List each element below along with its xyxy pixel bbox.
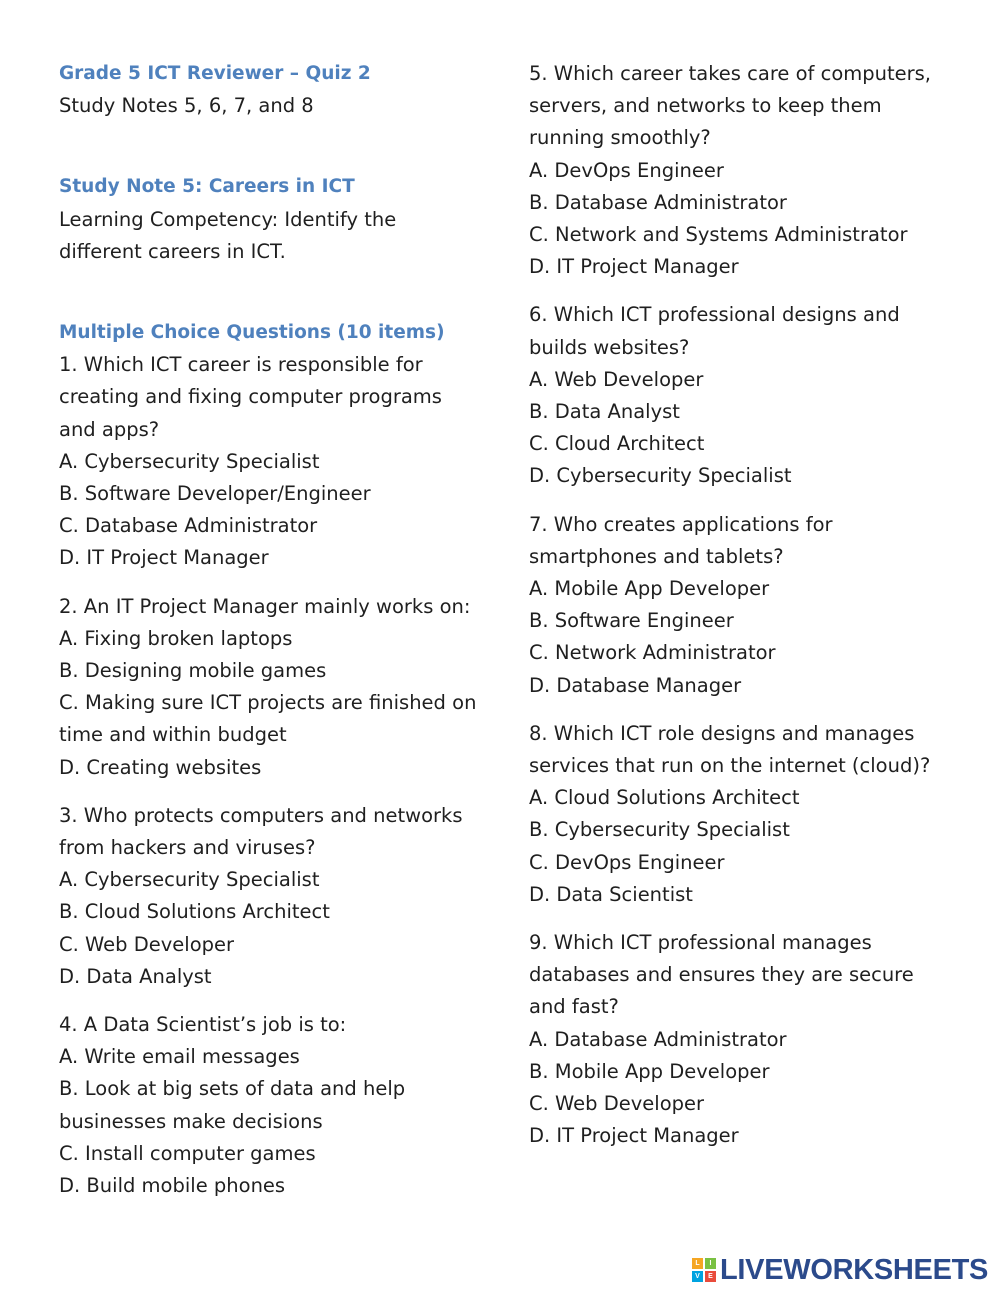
question-block bbox=[59, 591, 479, 784]
competency-line: Learning Competency: Identify the bbox=[59, 207, 397, 231]
question-text: 5. Which career takes care of computers, bbox=[529, 62, 932, 85]
logo-tile: E bbox=[705, 1271, 716, 1282]
question-line: B. Software Developer/Engineer bbox=[59, 482, 371, 506]
competency-line: different careers in ICT. bbox=[59, 239, 286, 263]
question-line: D. IT Project Manager bbox=[59, 546, 269, 570]
question-text: 2. An IT Project Manager mainly works on: bbox=[59, 594, 471, 618]
question-block bbox=[529, 58, 949, 283]
question-line: businesses make decisions bbox=[59, 1109, 323, 1133]
question-line: A. Cybersecurity Specialist bbox=[59, 449, 320, 473]
right-column bbox=[529, 58, 949, 1169]
question-text: 1. Which ICT career is responsible for bbox=[59, 353, 423, 377]
liveworksheets-logo bbox=[692, 1254, 988, 1286]
question-block bbox=[529, 509, 949, 702]
question-line: databases and ensures they are secure bbox=[529, 963, 914, 987]
question-line: A. DevOps Engineer bbox=[529, 158, 724, 182]
question-line: C. Network and Systems Administrator bbox=[529, 223, 908, 247]
question-line: B. Cloud Solutions Architect bbox=[59, 900, 330, 924]
question-block bbox=[529, 927, 949, 1152]
question-text: 8. Which ICT role designs and manages bbox=[529, 721, 915, 745]
question-line: D. Database Manager bbox=[529, 673, 742, 697]
question-line: C. Web Developer bbox=[59, 932, 235, 956]
logo-text: LIVEWORKSHEETS bbox=[720, 1253, 989, 1286]
question-line: C. Cloud Architect bbox=[529, 432, 705, 456]
question-line: B. Look at big sets of data and help bbox=[59, 1077, 406, 1101]
question-block bbox=[529, 299, 949, 492]
question-line: and fast? bbox=[529, 995, 619, 1019]
question-line: C. Install computer games bbox=[59, 1141, 316, 1165]
question-line: C. DevOps Engineer bbox=[529, 850, 725, 874]
question-line: A. Fixing broken laptops bbox=[59, 626, 293, 650]
question-line: A. Cybersecurity Specialist bbox=[59, 868, 320, 892]
question-line: from hackers and viruses? bbox=[59, 836, 316, 860]
mcq-title: Multiple Choice Questions (10 items) bbox=[59, 322, 445, 344]
question-line: B. Software Engineer bbox=[529, 609, 734, 633]
question-line: B. Mobile App Developer bbox=[529, 1059, 770, 1083]
question-line: smartphones and tablets? bbox=[529, 544, 784, 568]
question-line: services that run on the internet (cloud)? bbox=[529, 754, 931, 778]
question-line: A. Cloud Solutions Architect bbox=[529, 786, 800, 810]
question-line: D. Data Scientist bbox=[529, 882, 693, 906]
question-text: 4. A Data Scientist’s job is to: bbox=[59, 1013, 347, 1037]
question-line: A. Write email messages bbox=[59, 1045, 300, 1069]
logo-tiles-icon bbox=[692, 1258, 716, 1282]
question-line: D. Creating websites bbox=[59, 755, 262, 779]
question-line: time and within budget bbox=[59, 723, 287, 747]
question-line: C. Network Administrator bbox=[529, 641, 776, 665]
logo-tile: V bbox=[692, 1271, 703, 1282]
question-line: D. IT Project Manager bbox=[529, 1124, 739, 1148]
question-text: 9. Which ICT professional manages bbox=[529, 931, 872, 955]
question-line: D. IT Project Manager bbox=[529, 255, 739, 279]
question-line: C. Web Developer bbox=[529, 1092, 705, 1116]
question-line: and apps? bbox=[59, 417, 160, 441]
question-line: C. Database Administrator bbox=[59, 514, 318, 538]
question-line: creating and fixing computer programs bbox=[59, 385, 442, 409]
logo-tile: I bbox=[705, 1258, 716, 1269]
question-line: B. Cybersecurity Specialist bbox=[529, 818, 790, 842]
left-question-list bbox=[59, 349, 479, 1202]
question-line: A. Web Developer bbox=[529, 367, 704, 391]
question-line: A. Database Administrator bbox=[529, 1027, 787, 1051]
page-subtitle: Study Notes 5, 6, 7, and 8 bbox=[59, 94, 314, 118]
logo-tile: L bbox=[692, 1258, 703, 1269]
question-line: D. Build mobile phones bbox=[59, 1174, 286, 1198]
question-block bbox=[59, 1009, 479, 1202]
question-text: 3. Who protects computers and networks bbox=[59, 803, 463, 827]
page-title: Grade 5 ICT Reviewer – Quiz 2 bbox=[59, 63, 371, 84]
question-block bbox=[529, 718, 949, 911]
question-block bbox=[59, 349, 479, 574]
question-line: C. Making sure ICT projects are finished on bbox=[59, 691, 477, 715]
question-line: D. Cybersecurity Specialist bbox=[529, 464, 792, 488]
study-note-title: Study Note 5: Careers in ICT bbox=[59, 176, 355, 198]
question-line: B. Designing mobile games bbox=[59, 659, 327, 683]
question-text: 7. Who creates applications for bbox=[529, 512, 833, 536]
question-text: 6. Which ICT professional designs and bbox=[529, 303, 900, 327]
question-line: servers, and networks to keep them bbox=[529, 94, 882, 118]
question-line: D. Data Analyst bbox=[59, 964, 212, 988]
left-column bbox=[59, 58, 479, 1218]
question-line: A. Mobile App Developer bbox=[529, 577, 770, 601]
question-line: B. Database Administrator bbox=[529, 190, 787, 214]
right-question-list bbox=[529, 58, 949, 1153]
question-line: running smoothly? bbox=[529, 126, 711, 150]
question-line: builds websites? bbox=[529, 335, 690, 359]
question-block bbox=[59, 800, 479, 993]
question-line: B. Data Analyst bbox=[529, 400, 680, 424]
